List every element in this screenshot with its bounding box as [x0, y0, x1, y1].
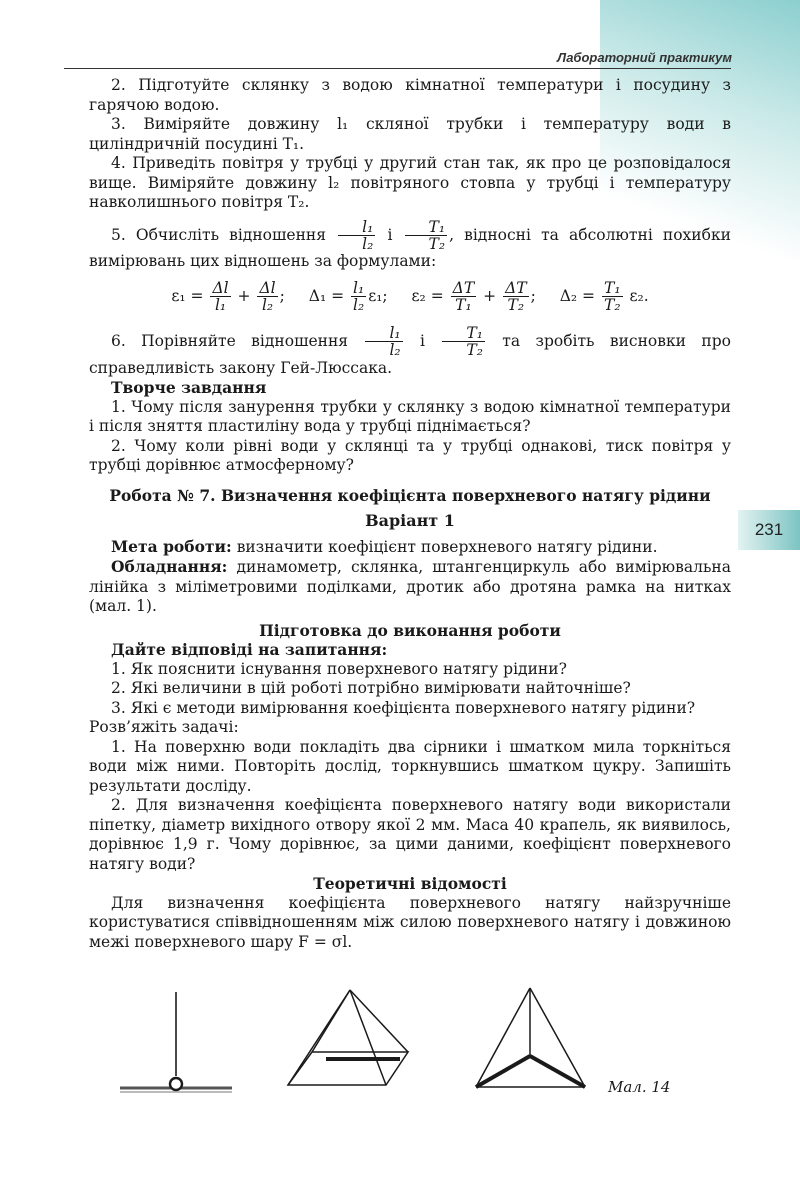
step-2: 2. Підготуйте склянку з водою кімнатної температури і посудину з гарячою водою.: [89, 76, 731, 114]
answer-heading: Дайте відповіді на запитання:: [111, 640, 388, 660]
theory-text: Для визначення коефіцієнта поверхневого натягу найзручніше користуватися співвідношенням між силою поверхневого натягу і довжиною межі поверхневого шару F = σl.: [89, 893, 731, 951]
step-4: 4. Приведіть повітря у трубці у другий стан так, як про це розповідалося вище. Виміряйте довжину l₂ повітряного стовпа у трубці і температуру навколишнього повітря T₂.: [89, 154, 731, 211]
variant-heading: Варіант 1: [365, 511, 455, 531]
creative-heading: Творче завдання: [111, 378, 267, 398]
task-2: 2. Для визначення коефіцієнта поверхневого натягу води використали піпетку, діаметр вихідного отвору якої 2 мм. Маса 40 крапель, як виявилось, дорівнює 1,9 г. Чому дорівнює, за цими даними, коефіцієнт поверхневого натягу води?: [89, 796, 731, 873]
figure-14: [0, 980, 800, 1120]
prep-heading: Підготовка до виконання роботи: [259, 620, 561, 640]
step-6: 6. Порівняйте відношення $\frac{\text{l₁}}{\text{l₂}}$ і $\frac{\text{T₁}}{\text{T₂}}$ та зробіть висновки про справедливість закону Гей-Люссака.: [89, 324, 731, 377]
creative-q1: 1. Чому після занурення трубки у склянку з водою кімнатної температури і після зняття пластиліну вода у трубці піднімається?: [89, 397, 731, 436]
wire-on-thread-drawing: [120, 992, 232, 1092]
error-formula: ε₁ = $\frac{\Delta l}{\text{l₁}}$ + $\frac{\Delta l}{\text{l₂}}$ ; Δ₁ = $\frac{\text{l₁}}{\text{l₂}}$ ε₁; ε₂ = $\frac{\Delta T}{\text{T₁}}$ + $\frac{\Delta T}{\text{T₂}}$ ; Δ₂ = $\frac{\text{T₁}}{\text{T₂}}$ ε₂.: [171, 278, 649, 314]
fraction-T1-T2: $\frac{\text{T₁}}{\text{T₂}}$: [405, 219, 448, 253]
tetrahedron-frame-drawing: [476, 988, 585, 1087]
header-rule: [64, 68, 731, 69]
pyramid-frame-drawing: [288, 990, 408, 1085]
answer-q1: 1. Як пояснити існування поверхневого натягу рідини?: [111, 659, 567, 678]
tasks-heading: Розв’яжіть задачі:: [89, 718, 239, 737]
creative-q2: 2. Чому коли рівні води у склянці та у трубці однакові, тиск повітря у трубці дорівнює атмосферному?: [89, 436, 731, 475]
page-content: [89, 76, 731, 952]
goal: Мета роботи: визначити коефіцієнт поверхневого натягу рідини.: [111, 536, 658, 556]
fraction-l1-l2: $\frac{\text{l₁}}{\text{l₂}}$: [338, 219, 375, 253]
header-title: Лабораторний практикум: [557, 50, 732, 65]
step-5: 5. Обчисліть відношення $\frac{\text{l₁}}{\text{l₂}}$ і $\frac{\text{T₁}}{\text{T₂}}$ , відносні та абсолютні похибки вимірювань цих відношень за формулами:: [89, 217, 731, 271]
answer-q3: 3. Які є методи вимірювання коефіцієнта поверхневого натягу рідини?: [111, 698, 696, 717]
theory-heading: Теоретичні відомості: [313, 874, 507, 894]
equipment: Обладнання: динамометр, склянка, штангенциркуль або вимірювальна лінійка з міліметровими поділками, дротик або дротяна рамка на нитках (мал. 1).: [89, 557, 731, 616]
figure-caption: Мал. 14: [608, 1078, 671, 1096]
task-1: 1. На поверхню води покладіть два сірники і шматком мила торкніться води між ними. Повторіть дослід, торкнувшись шматком цукру. Запишіть результати досліду.: [89, 737, 731, 795]
step-3: 3. Виміряйте довжину l₁ скляної трубки і температуру води в циліндричній посудині T₁.: [89, 115, 731, 153]
page-number: 231: [738, 510, 800, 550]
work-title: Робота № 7. Визначення коефіцієнта поверхневого натягу рідини: [109, 485, 711, 505]
answer-q2: 2. Які величини в цій роботі потрібно вимірювати найточніше?: [111, 679, 631, 698]
